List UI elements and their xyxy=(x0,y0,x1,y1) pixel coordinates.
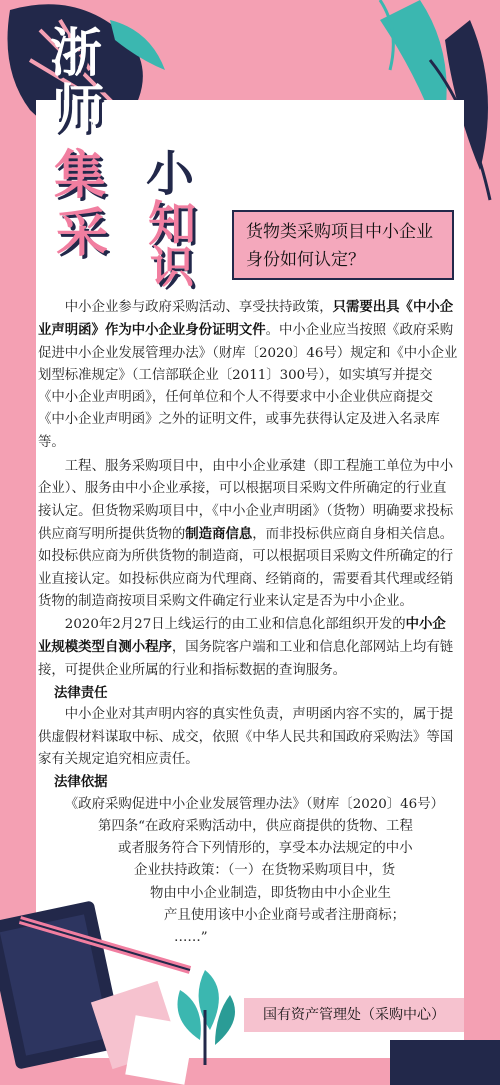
title-char-zhi: 知 xyxy=(148,196,197,252)
paragraph-1-text: 中小企业参与政府采购活动、享受扶持政策， xyxy=(64,300,333,315)
quote-line-2: 或者服务符合下列情形的，享受本办法规定的中小 xyxy=(118,841,413,857)
paragraph-1-rest: 。中小企业应当按照《政府采购促进中小企业发展管理办法》（财库〔2020〕46号）规定和《中小企业划型标准规定》（工信部联企业〔2011〕300号），如实填写并提交《中小企业声明函》，任何单位和个人不得要求中小企业供应商提交《中小企业声明函》之外的证明文件，或事先获得认定及进入名录库等。 xyxy=(38,323,458,450)
quote-line-1: 第四条“在政府采购活动中，供应商提供的货物、工程 xyxy=(98,818,413,834)
title-char-zhe: 浙 xyxy=(50,24,103,84)
paragraph-2-rest: ，而非投标供应商自身相关信息。如投标供应商为所供货物的制造商，可以根据项目采购文件所确定的行业直接认定。如投标供应商为代理商、经销商的，需要看其代理或经销货物的制造商按项目采购文件确定行业来认定是否为中小企业。 xyxy=(38,526,454,609)
paragraph-3-bold: 中小企业规模类型自测小程序 xyxy=(38,616,446,656)
paragraph-5: 《政府采购促进中小企业发展管理办法》（财库〔2020〕46号） xyxy=(64,796,444,812)
article-body xyxy=(38,296,468,950)
quote-line-5: 产且使用该中小企业商号或者注册商标； xyxy=(164,908,406,924)
paragraph-1-bold: 只需要出具《中小企业声明函》作为中小企业身份证明文件 xyxy=(38,299,454,339)
question-box xyxy=(232,210,454,280)
paragraph-4: 中小企业对其声明内容的真实性负责，声明函内容不实的，属于提供虚假材料谋取中标、成交，依照《中华人民共和国政府采购法》等国家有关规定追究相应责任。 xyxy=(38,707,454,767)
question-line-1: 货物类采购项目中小企业 xyxy=(246,222,433,242)
paragraph-3-rest: ，国务院客户端和工业和信息化部网站上均有链接，可提供企业所属的行业和指标数据的查询服务。 xyxy=(38,640,454,678)
title-char-shi: 师 xyxy=(52,80,105,140)
heading-legal-liability: 法律责任 xyxy=(54,685,108,702)
paragraph-2-text: 工程、服务采购项目中，由中小企业承建（即工程施工单位为中小企业）、服务由中小企业承接，可以根据项目采购文件所确定的行业直接认定。但货物采购项目中，《中小企业声明函》（货物）明确要求投标供应商写明所提供货物的 xyxy=(38,459,454,542)
heading-legal-basis: 法律依据 xyxy=(54,774,108,791)
title-char-xiao: 小 xyxy=(146,146,195,202)
quote-line-6: ……” xyxy=(174,930,208,946)
paragraph-3-text: 2020年2月27日上线运行的由工业和信息化部组织开发的 xyxy=(64,617,406,633)
title-char-ji: 集 xyxy=(54,146,107,206)
paragraph-1 xyxy=(38,296,458,454)
quote-line-4: 物由中小企业制造，即货物由中小企业生 xyxy=(150,885,392,901)
footer-department-label: 国有资产管理处（采购中心） xyxy=(244,998,464,1032)
title-char-shi2: 识 xyxy=(150,242,194,293)
corner-block xyxy=(390,1040,500,1085)
title-char-cai: 采 xyxy=(56,204,109,264)
plant-icon xyxy=(160,950,250,1070)
quote-line-3: 企业扶持政策：（一）在货物采购项目中，货 xyxy=(134,863,396,879)
question-line-2: 身份如何认定？ xyxy=(246,250,365,270)
paragraph-2 xyxy=(38,456,458,613)
paragraph-2-bold: 制造商信息 xyxy=(185,525,253,542)
paragraph-3 xyxy=(38,613,458,682)
